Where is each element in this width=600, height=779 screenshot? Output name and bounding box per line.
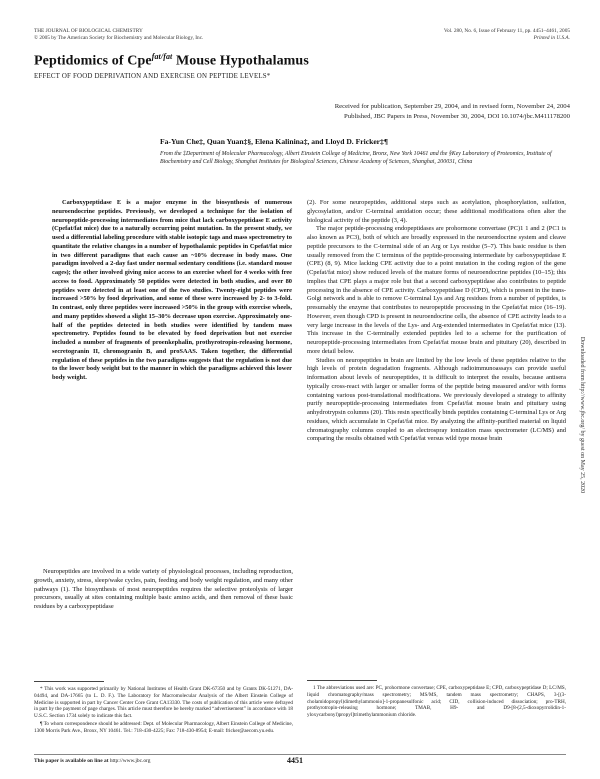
footer-rule bbox=[34, 754, 566, 755]
article-subtitle: EFFECT OF FOOD DEPRIVATION AND EXERCISE ON PEPTIDE LEVELS* bbox=[34, 73, 271, 80]
footer-availability bbox=[34, 758, 150, 764]
funding-footnote: * This work was supported primarily by National Institutes of Health Grant DK-67350 and by Grants DK-51271, DA-04494, and DA-17665 (to L. D. F.). The Laboratory for Macromolecular Analysis of the Albert Einstein College of Medicine is supported in part by Cancer Center Core Grant CA13330. The costs of publication of this article were defrayed in part by the payment of page charges. This article must therefore be hereby marked “advertisement” in accordance with 18 U.S.C. Section 1734 solely to indicate this fact. bbox=[34, 686, 293, 720]
publication-dates bbox=[110, 102, 570, 121]
journal-link[interactable]: http://www.jbc.org bbox=[108, 758, 151, 764]
page-number: 4451 bbox=[287, 756, 303, 765]
intro-paragraph: Neuropeptides are involved in a wide variety of physiological processes, including reproduction, growth, anxiety, stress, sleep/wake cycles, pain, feeding and body weight regulation, and many other pathways (1). The biosynthesis of most neuropeptides requires the selective proteolysis of larger precursors, usually at sites containing multiple basic amino acids, and then removal of these basic residues by a carboxypeptidase bbox=[34, 568, 293, 611]
author-list: Fa-Yun Che‡, Quan Yuan‡§, Elena Kalinina‡, and Lloyd D. Fricker‡¶ bbox=[160, 137, 388, 146]
footnote-divider-right bbox=[307, 680, 377, 681]
author-affiliation: From the ‡Department of Molecular Pharmacology, Albert Einstein College of Medicine, Bronx, New York 10461 and the §Key Laboratory of Proteomics, Institute of Biochemistry and Cell Biology, Shanghai Institutes for Biological Sciences, Chinese Academy of Sciences, Shanghai, 200031, China bbox=[160, 151, 552, 166]
footnotes-left bbox=[34, 686, 293, 736]
abbreviations-footnote: 1 The abbreviations used are: PC, prohormone convertase; CPE, carboxypeptidase E; CPD, carboxypeptidase D; LC/MS, liquid chromatography/mass spectrometry; MS/MS, tandem mass spectrometry; CHAPS, 3-[(3-cholamidopropyl)dimethylammonio]-1-propanesulfonic acid; CID, collision-induced dissociation; pro-TRH, prothyrotropin-releasing hormone; TMAB, H9- and D9-[8-(2,5-dioxopyrrolidin-1-yloxycarbonyl)propyl]trimethylammonium chloride. bbox=[307, 685, 566, 719]
printed-in: Printed in U.S.A. bbox=[533, 35, 570, 41]
published-line: Published, JBC Papers in Press, November 30, 2004, DOI 10.1074/jbc.M411178200 bbox=[344, 112, 570, 120]
journal-header-left bbox=[34, 28, 203, 42]
copyright-line: © 2005 by The American Society for Biochemistry and Molecular Biology, Inc. bbox=[34, 35, 204, 41]
journal-header-right bbox=[444, 28, 570, 42]
title-superscript: fat/fat bbox=[151, 52, 173, 61]
correspondence-footnote: ¶ To whom correspondence should be addressed: Dept. of Molecular Pharmacology, Albert Einstein College of Medicine, 1300 Morris Park Ave., Bronx, NY 10461. Tel.: 718-430-4225; Fax: 718-430-8954; E-mail: fricker@aecom.yu.edu. bbox=[34, 720, 293, 734]
received-line: Received for publication, September 29, 2004, and in revised form, November 24, 2004 bbox=[334, 103, 570, 110]
availability-label: This paper is available on line at bbox=[34, 758, 109, 764]
footnote-divider-left bbox=[34, 681, 104, 682]
journal-name: THE JOURNAL OF BIOLOGICAL CHEMISTRY bbox=[34, 28, 143, 34]
download-notice-text: Downloaded from http://www.jbc.org/ by guest on May 25, 2020 bbox=[579, 336, 585, 494]
body-paragraph: (2). For some neuropeptides, additional steps such as acetylation, phosphorylation, sulfation, glycosylation, and/or C-terminal amidation occur; these additional modifications often alter the biological activity of the peptide (3, 4). bbox=[307, 199, 566, 224]
title-prefix: Peptidomics of Cpe bbox=[34, 53, 152, 69]
body-paragraph: The major peptide-processing endopeptidases are prohormone convertase (PC)1 1 and 2 (PC1 is also known as PC3), both of which are broadly expressed in the neuroendocrine system and cleave peptide precursors to the C-terminal side of an Arg or Lys residue (5–7). This basic residue is then usually removed from the C terminus of the peptide-processing intermediate by carboxypeptidase E (CPE) (8, 9). Mice lacking CPE activity due to a point mutation in the coding region of the gene (Cpefat/fat mice) show reduced levels of the mature forms of neuroendocrine peptides (10–15); this implies that CPE plays a major role but that a second carboxypeptidase also contributes to peptide processing in the absence of CPE activity. Carboxypeptidase D (CPD), which is present in the trans-Golgi network and is able to remove C-terminal Lys and Arg residues from a number of peptides, is presumably the enzyme that contributes to neuropeptide processing in the Cpefat/fat mice (16–19). However, even though CPD is present in neuroendocrine cells, the absence of CPE activity leads to a very large increase in the levels of the Lys- and Arg-extended intermediates in Cpefat/fat mice (13). This increase in the C-terminally extended peptides led to a scheme for the purification of neuropeptide-processing intermediates from Cpefat/fat mouse brain and pituitary (20), described in more detail below. bbox=[307, 225, 566, 355]
download-side-note bbox=[572, 240, 592, 590]
article-title bbox=[34, 52, 309, 70]
right-column bbox=[307, 199, 566, 444]
volume-info: Vol. 280, No. 6, Issue of February 11, pp. 4451–4461, 2005 bbox=[443, 28, 570, 34]
body-paragraph: Studies on neuropeptides in brain are limited by the low levels of these peptides relative to the high levels of protein degradation fragments. Although radioimmunoassays can provide useful information about levels of neuropeptides, it is difficult to interpret the results, because antisera typically cross-react with larger or smaller forms of the peptide being measured and/or with forms containing various post-translational modifications. We previously developed a strategy to affinity purify neuropeptide-processing intermediates from Cpefat/fat mouse brain and pituitary using anhydrotrypsin columns (20). This resin specifically binds peptides containing C-terminal Lys or Arg residues, which accumulate in Cpefat/fat mice. By analyzing the affinity-purified material on liquid chromatography columns coupled to an electrospray ionization mass spectrometer (LC/MS) and comparing the results obtained with Cpefat/fat versus wild type mouse brain bbox=[307, 356, 566, 443]
title-suffix: Mouse Hypothalamus bbox=[172, 53, 309, 69]
abstract: Carboxypeptidase E is a major enzyme in the biosynthesis of numerous neuroendocrine peptides. Previously, we developed a technique for the isolation of neuropeptide-processing intermediates from mice that lack carboxypeptidase E activity (Cpefat/fat mice) due to a naturally occurring point mutation. In the present study, we used a differential labeling procedure with stable isotopic tags and mass spectrometry to quantitate the relative changes in a number of hypothalamic peptides in Cpefat/fat mice in two different paradigms that each cause an ~10% decrease in body mass. One paradigm involved a 2-day fast under normal sedentary conditions (i.e. standard mouse cages); the other involved giving mice access to an exercise wheel for 4 weeks with free access to food. Approximately 50 peptides were detected in both studies, and over 80 peptides were detected in at least one of the two studies. Twenty-eight peptides were increased >50% by food deprivation, and some of these were increased by 2- to 3-fold. In contrast, only three peptides were increased >50% in the group with exercise wheels, and many peptides showed a slight 15–30% decrease upon exercise. Approximately one-half of the peptides detected in both studies were identified by tandem mass spectrometry. Peptides found to be elevated by food deprivation but not exercise included a number of fragments of proenkephalin, prothyrotropin-releasing hormone, secretogranin II, chromogranin B, and proSAAS. Taken together, the differential regulation of these peptides in the two paradigms suggests that the regulation is not due to the lower body weight but to the manner in which the paradigms achieved this lower body weight. bbox=[52, 199, 292, 381]
